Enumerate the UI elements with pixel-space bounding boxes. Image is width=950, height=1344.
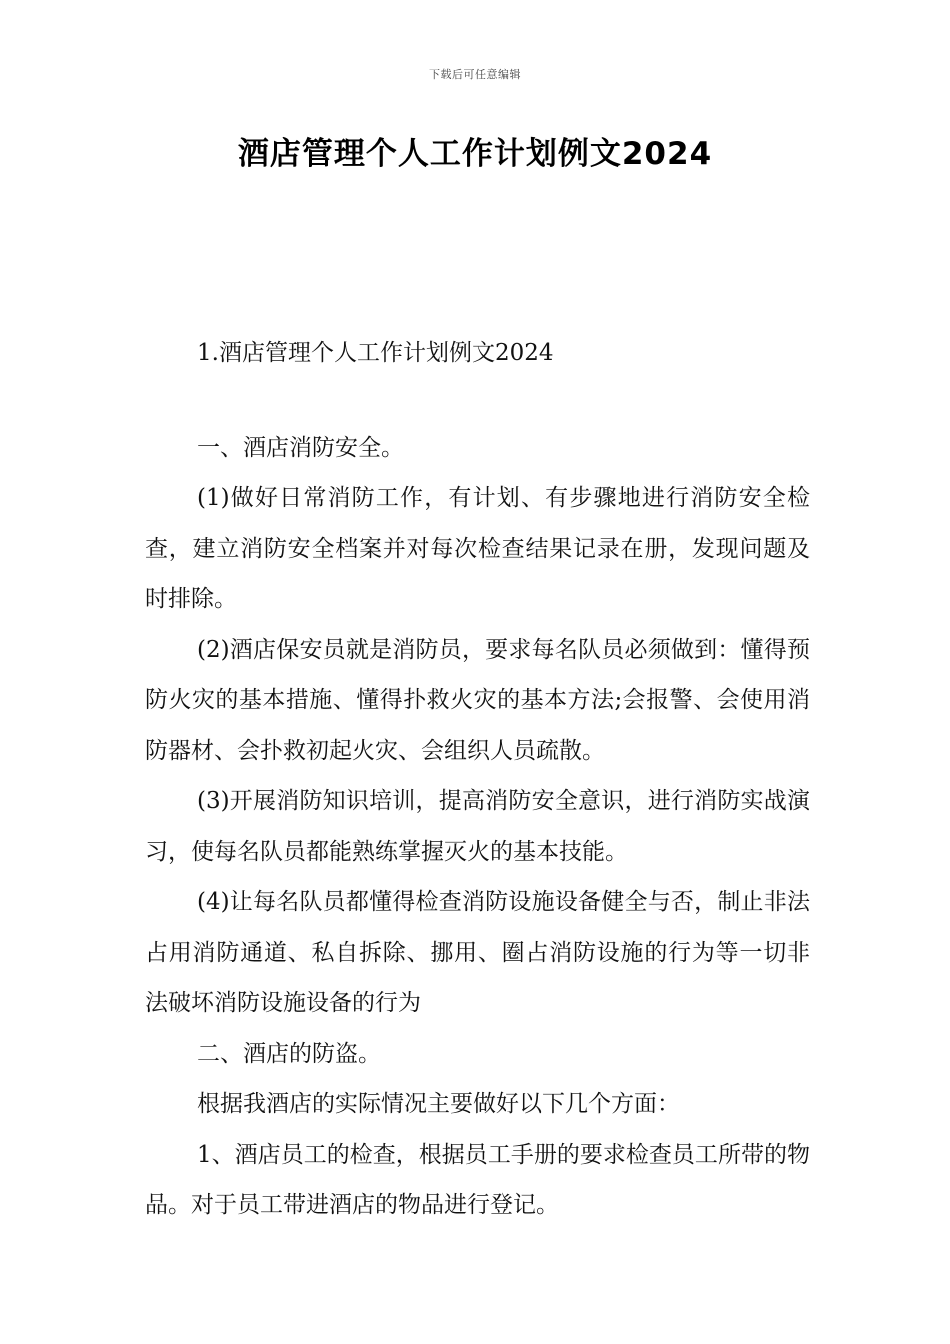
paragraph-theft-intro: 根据我酒店的实际情况主要做好以下几个方面： [197, 1091, 680, 1117]
header-note: 下载后可任意编辑 [429, 68, 521, 81]
document-body [145, 328, 810, 1231]
paragraph-fire-item-1: (1)做好日常消防工作，有计划、有步骤地进行消防安全检查，建立消防安全档案并对每次检查结果记录在册，发现问题及时排除。 [145, 485, 810, 612]
paragraph-fire-safety-heading: 一、酒店消防安全。 [197, 434, 404, 461]
paragraph-theft-item-1: 1、酒店员工的检查，根据员工手册的要求检查员工所带的物品。对于员工带进酒店的物品进行登记。 [145, 1141, 810, 1218]
paragraph-fire-item-2: (2)酒店保安员就是消防员，要求每名队员必须做到：懂得预防火灾的基本措施、懂得扑救火灾的基本方法;会报警、会使用消防器材、会扑救初起火灾、会组织人员疏散。 [145, 636, 810, 764]
paragraph-fire-item-4: (4)让每名队员都懂得检查消防设施设备健全与否，制止非法占用消防通道、私自拆除、挪用、圈占消防设施的行为等一切非法破坏消防设施设备的行为 [145, 889, 810, 1016]
paragraph-fire-item-3: (3)开展消防知识培训，提高消防安全意识，进行消防实战演习，使每名队员都能熟练掌握灭火的基本技能。 [145, 788, 810, 865]
paragraph-theft-heading: 二、酒店的防盗。 [197, 1040, 381, 1067]
section-heading: 1.酒店管理个人工作计划例文2024 [197, 340, 554, 366]
document-title: 酒店管理个人工作计划例文2024 [237, 136, 713, 172]
